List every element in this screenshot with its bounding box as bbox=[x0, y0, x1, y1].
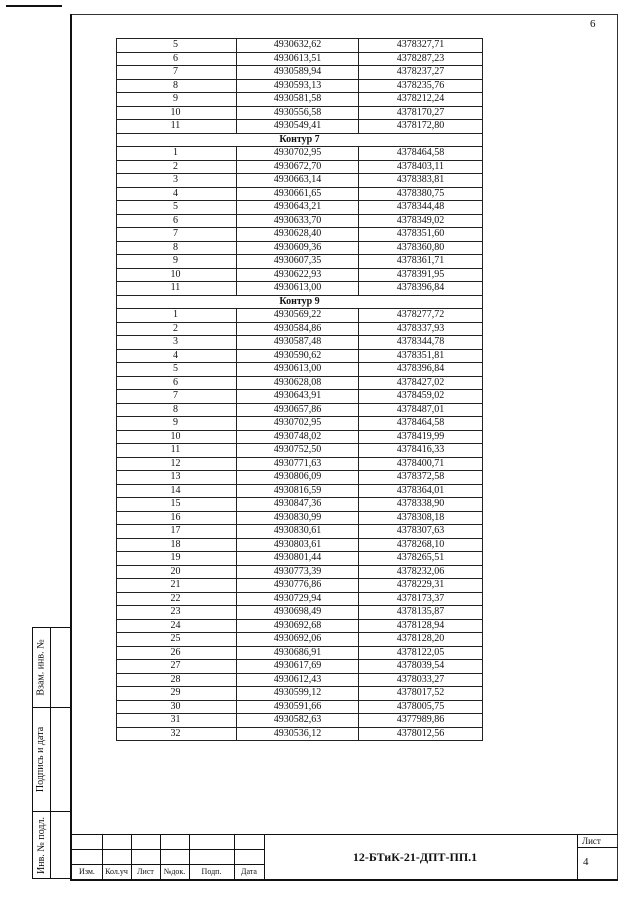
table-row bbox=[117, 471, 483, 485]
table-row bbox=[117, 390, 483, 404]
coord-y: 4378033,27 bbox=[359, 673, 483, 687]
coord-x: 4930617,69 bbox=[237, 660, 359, 674]
table-row bbox=[117, 727, 483, 741]
coord-y: 4378268,10 bbox=[359, 538, 483, 552]
coord-y: 4378017,52 bbox=[359, 687, 483, 701]
coord-y: 4378351,60 bbox=[359, 228, 483, 242]
coordinates-table-body bbox=[117, 39, 483, 741]
coord-x: 4930748,02 bbox=[237, 430, 359, 444]
coord-x: 4930663,14 bbox=[237, 174, 359, 188]
table-row bbox=[117, 633, 483, 647]
coord-y: 4378396,84 bbox=[359, 363, 483, 377]
point-number: 29 bbox=[117, 687, 237, 701]
point-number: 21 bbox=[117, 579, 237, 593]
point-number: 11 bbox=[117, 282, 237, 296]
coord-x: 4930599,12 bbox=[237, 687, 359, 701]
table-row bbox=[117, 322, 483, 336]
coord-y: 4378170,27 bbox=[359, 106, 483, 120]
coord-x: 4930590,62 bbox=[237, 349, 359, 363]
table-row bbox=[117, 511, 483, 525]
coord-y: 4378277,72 bbox=[359, 309, 483, 323]
coord-x: 4930569,22 bbox=[237, 309, 359, 323]
table-row bbox=[117, 606, 483, 620]
coord-y: 4378235,76 bbox=[359, 79, 483, 93]
coord-y: 4378337,93 bbox=[359, 322, 483, 336]
table-row bbox=[117, 79, 483, 93]
table-row bbox=[117, 565, 483, 579]
table-row bbox=[117, 268, 483, 282]
point-number: 11 bbox=[117, 444, 237, 458]
coord-y: 4378351,81 bbox=[359, 349, 483, 363]
coordinates-table bbox=[116, 38, 483, 741]
coord-y: 4378173,37 bbox=[359, 592, 483, 606]
table-row bbox=[117, 673, 483, 687]
table-row bbox=[117, 619, 483, 633]
coord-y: 4378427,02 bbox=[359, 376, 483, 390]
coord-x: 4930661,65 bbox=[237, 187, 359, 201]
coord-x: 4930702,95 bbox=[237, 417, 359, 431]
coord-x: 4930607,35 bbox=[237, 255, 359, 269]
point-number: 9 bbox=[117, 93, 237, 107]
point-number: 26 bbox=[117, 646, 237, 660]
table-row bbox=[117, 525, 483, 539]
point-number: 8 bbox=[117, 403, 237, 417]
table-row bbox=[117, 403, 483, 417]
coord-y: 4378360,80 bbox=[359, 241, 483, 255]
coord-y: 4378400,71 bbox=[359, 457, 483, 471]
point-number: 2 bbox=[117, 160, 237, 174]
coord-y: 4378344,48 bbox=[359, 201, 483, 215]
table-row bbox=[117, 417, 483, 431]
table-row bbox=[117, 52, 483, 66]
coord-x: 4930589,94 bbox=[237, 66, 359, 80]
table-row bbox=[117, 106, 483, 120]
point-number: 7 bbox=[117, 228, 237, 242]
table-row bbox=[117, 376, 483, 390]
table-row bbox=[117, 700, 483, 714]
coord-y: 4378372,58 bbox=[359, 471, 483, 485]
table-row bbox=[117, 309, 483, 323]
coord-y: 4378212,24 bbox=[359, 93, 483, 107]
point-number: 10 bbox=[117, 430, 237, 444]
table-row bbox=[117, 228, 483, 242]
side-cell-inv bbox=[32, 811, 70, 879]
coord-y: 4378380,75 bbox=[359, 187, 483, 201]
point-number: 11 bbox=[117, 120, 237, 134]
point-number: 24 bbox=[117, 619, 237, 633]
coord-x: 4930536,12 bbox=[237, 727, 359, 741]
point-number: 12 bbox=[117, 457, 237, 471]
coord-y: 4378361,71 bbox=[359, 255, 483, 269]
point-number: 25 bbox=[117, 633, 237, 647]
coord-y: 4378237,27 bbox=[359, 66, 483, 80]
table-row bbox=[117, 93, 483, 107]
coord-y: 4378383,81 bbox=[359, 174, 483, 188]
coord-y: 4378307,63 bbox=[359, 525, 483, 539]
point-number: 6 bbox=[117, 52, 237, 66]
coord-y: 4378459,02 bbox=[359, 390, 483, 404]
coord-y: 4378232,06 bbox=[359, 565, 483, 579]
page-number: 6 bbox=[590, 18, 596, 30]
point-number: 3 bbox=[117, 336, 237, 350]
table-row bbox=[117, 120, 483, 134]
table-row bbox=[117, 457, 483, 471]
corner-mark bbox=[6, 5, 62, 7]
coord-x: 4930773,39 bbox=[237, 565, 359, 579]
coord-y: 4378135,87 bbox=[359, 606, 483, 620]
side-label-podpis: Подпись и дата bbox=[35, 726, 47, 793]
coord-x: 4930613,00 bbox=[237, 282, 359, 296]
side-cell-vzam bbox=[32, 627, 70, 707]
table-row bbox=[117, 241, 483, 255]
coord-y: 4378344,78 bbox=[359, 336, 483, 350]
table-row bbox=[117, 255, 483, 269]
side-label-vzam: Взам. инв. № bbox=[35, 639, 47, 696]
point-number: 2 bbox=[117, 322, 237, 336]
table-row bbox=[117, 349, 483, 363]
table-row bbox=[117, 430, 483, 444]
table-row bbox=[117, 282, 483, 296]
point-number: 4 bbox=[117, 349, 237, 363]
table-row bbox=[117, 498, 483, 512]
coord-x: 4930633,70 bbox=[237, 214, 359, 228]
coord-y: 4378172,80 bbox=[359, 120, 483, 134]
coord-x: 4930591,66 bbox=[237, 700, 359, 714]
table-row bbox=[117, 579, 483, 593]
sheet-number: 4 bbox=[583, 856, 589, 868]
contour-header-row bbox=[117, 295, 483, 309]
point-number: 18 bbox=[117, 538, 237, 552]
contour-header: Контур 7 bbox=[117, 133, 483, 147]
coord-y: 4378464,58 bbox=[359, 417, 483, 431]
point-number: 27 bbox=[117, 660, 237, 674]
coord-x: 4930613,00 bbox=[237, 363, 359, 377]
table-row bbox=[117, 484, 483, 498]
point-number: 20 bbox=[117, 565, 237, 579]
coord-x: 4930556,58 bbox=[237, 106, 359, 120]
point-number: 10 bbox=[117, 106, 237, 120]
coord-x: 4930692,06 bbox=[237, 633, 359, 647]
side-label-inv: Инв. № подл. bbox=[35, 817, 47, 874]
point-number: 7 bbox=[117, 66, 237, 80]
table-row bbox=[117, 201, 483, 215]
document-code: 12-БТиК-21-ДПТ-ПП.1 bbox=[352, 850, 478, 864]
coord-y: 4378403,11 bbox=[359, 160, 483, 174]
table-row bbox=[117, 187, 483, 201]
coord-x: 4930801,44 bbox=[237, 552, 359, 566]
table-row bbox=[117, 336, 483, 350]
coord-x: 4930830,99 bbox=[237, 511, 359, 525]
coord-x: 4930584,86 bbox=[237, 322, 359, 336]
coord-x: 4930628,40 bbox=[237, 228, 359, 242]
coord-x: 4930806,09 bbox=[237, 471, 359, 485]
point-number: 31 bbox=[117, 714, 237, 728]
point-number: 8 bbox=[117, 79, 237, 93]
coord-x: 4930803,61 bbox=[237, 538, 359, 552]
coord-x: 4930628,08 bbox=[237, 376, 359, 390]
coord-y: 4378487,01 bbox=[359, 403, 483, 417]
table-row bbox=[117, 646, 483, 660]
table-row bbox=[117, 160, 483, 174]
coord-x: 4930612,43 bbox=[237, 673, 359, 687]
point-number: 5 bbox=[117, 39, 237, 53]
coord-x: 4930816,59 bbox=[237, 484, 359, 498]
coord-x: 4930847,36 bbox=[237, 498, 359, 512]
table-row bbox=[117, 39, 483, 53]
frame-top-border bbox=[70, 14, 618, 15]
table-row bbox=[117, 552, 483, 566]
coord-x: 4930729,94 bbox=[237, 592, 359, 606]
point-number: 22 bbox=[117, 592, 237, 606]
coord-x: 4930632,62 bbox=[237, 39, 359, 53]
coord-x: 4930771,63 bbox=[237, 457, 359, 471]
coord-x: 4930776,86 bbox=[237, 579, 359, 593]
coord-y: 4378419,99 bbox=[359, 430, 483, 444]
coord-x: 4930643,91 bbox=[237, 390, 359, 404]
point-number: 14 bbox=[117, 484, 237, 498]
coord-y: 4378012,56 bbox=[359, 727, 483, 741]
coord-x: 4930593,13 bbox=[237, 79, 359, 93]
table-row bbox=[117, 214, 483, 228]
table-row bbox=[117, 714, 483, 728]
coord-y: 4378122,05 bbox=[359, 646, 483, 660]
table-row bbox=[117, 687, 483, 701]
coord-y: 4378327,71 bbox=[359, 39, 483, 53]
coord-y: 4378364,01 bbox=[359, 484, 483, 498]
point-number: 17 bbox=[117, 525, 237, 539]
coord-y: 4378229,31 bbox=[359, 579, 483, 593]
coord-x: 4930686,91 bbox=[237, 646, 359, 660]
point-number: 8 bbox=[117, 241, 237, 255]
point-number: 6 bbox=[117, 376, 237, 390]
table-row bbox=[117, 592, 483, 606]
point-number: 19 bbox=[117, 552, 237, 566]
table-row bbox=[117, 66, 483, 80]
sheet-label: Лист bbox=[582, 836, 601, 846]
coord-x: 4930698,49 bbox=[237, 606, 359, 620]
coord-y: 4378396,84 bbox=[359, 282, 483, 296]
coord-y: 4378287,23 bbox=[359, 52, 483, 66]
contour-header: Контур 9 bbox=[117, 295, 483, 309]
coord-y: 4377989,86 bbox=[359, 714, 483, 728]
point-number: 5 bbox=[117, 363, 237, 377]
coord-y: 4378464,58 bbox=[359, 147, 483, 161]
point-number: 30 bbox=[117, 700, 237, 714]
point-number: 28 bbox=[117, 673, 237, 687]
table-row bbox=[117, 174, 483, 188]
coord-y: 4378128,94 bbox=[359, 619, 483, 633]
coord-x: 4930692,68 bbox=[237, 619, 359, 633]
point-number: 9 bbox=[117, 255, 237, 269]
coord-y: 4378039,54 bbox=[359, 660, 483, 674]
coord-x: 4930582,63 bbox=[237, 714, 359, 728]
coord-x: 4930613,51 bbox=[237, 52, 359, 66]
tb-col-data: Дата bbox=[241, 867, 257, 876]
coord-y: 4378265,51 bbox=[359, 552, 483, 566]
coord-x: 4930581,58 bbox=[237, 93, 359, 107]
coord-y: 4378308,18 bbox=[359, 511, 483, 525]
table-row bbox=[117, 147, 483, 161]
coord-y: 4378005,75 bbox=[359, 700, 483, 714]
frame-left-border bbox=[70, 14, 72, 880]
table-row bbox=[117, 660, 483, 674]
table-row bbox=[117, 444, 483, 458]
point-number: 13 bbox=[117, 471, 237, 485]
tb-col-izm: Изм. bbox=[79, 867, 95, 876]
coord-x: 4930752,50 bbox=[237, 444, 359, 458]
point-number: 3 bbox=[117, 174, 237, 188]
coord-x: 4930622,93 bbox=[237, 268, 359, 282]
point-number: 16 bbox=[117, 511, 237, 525]
tb-col-list: Лист bbox=[137, 867, 154, 876]
point-number: 32 bbox=[117, 727, 237, 741]
tb-col-ndok: №док. bbox=[163, 867, 186, 876]
point-number: 15 bbox=[117, 498, 237, 512]
side-cell-podpis bbox=[32, 707, 70, 811]
contour-header-row bbox=[117, 133, 483, 147]
coord-y: 4378391,95 bbox=[359, 268, 483, 282]
tb-col-koluch: Кол.уч bbox=[105, 867, 128, 876]
point-number: 23 bbox=[117, 606, 237, 620]
tb-col-podp: Подп. bbox=[201, 867, 222, 876]
point-number: 7 bbox=[117, 390, 237, 404]
point-number: 10 bbox=[117, 268, 237, 282]
point-number: 1 bbox=[117, 309, 237, 323]
point-number: 4 bbox=[117, 187, 237, 201]
coord-x: 4930549,41 bbox=[237, 120, 359, 134]
point-number: 6 bbox=[117, 214, 237, 228]
coord-y: 4378349,02 bbox=[359, 214, 483, 228]
coord-x: 4930830,61 bbox=[237, 525, 359, 539]
coord-y: 4378416,33 bbox=[359, 444, 483, 458]
coord-y: 4378338,90 bbox=[359, 498, 483, 512]
table-row bbox=[117, 363, 483, 377]
coord-x: 4930587,48 bbox=[237, 336, 359, 350]
coord-x: 4930702,95 bbox=[237, 147, 359, 161]
coord-y: 4378128,20 bbox=[359, 633, 483, 647]
table-row bbox=[117, 538, 483, 552]
point-number: 9 bbox=[117, 417, 237, 431]
point-number: 1 bbox=[117, 147, 237, 161]
coord-x: 4930609,36 bbox=[237, 241, 359, 255]
coord-x: 4930643,21 bbox=[237, 201, 359, 215]
coord-x: 4930672,70 bbox=[237, 160, 359, 174]
frame-right-border bbox=[617, 14, 618, 880]
point-number: 5 bbox=[117, 201, 237, 215]
coord-x: 4930657,86 bbox=[237, 403, 359, 417]
